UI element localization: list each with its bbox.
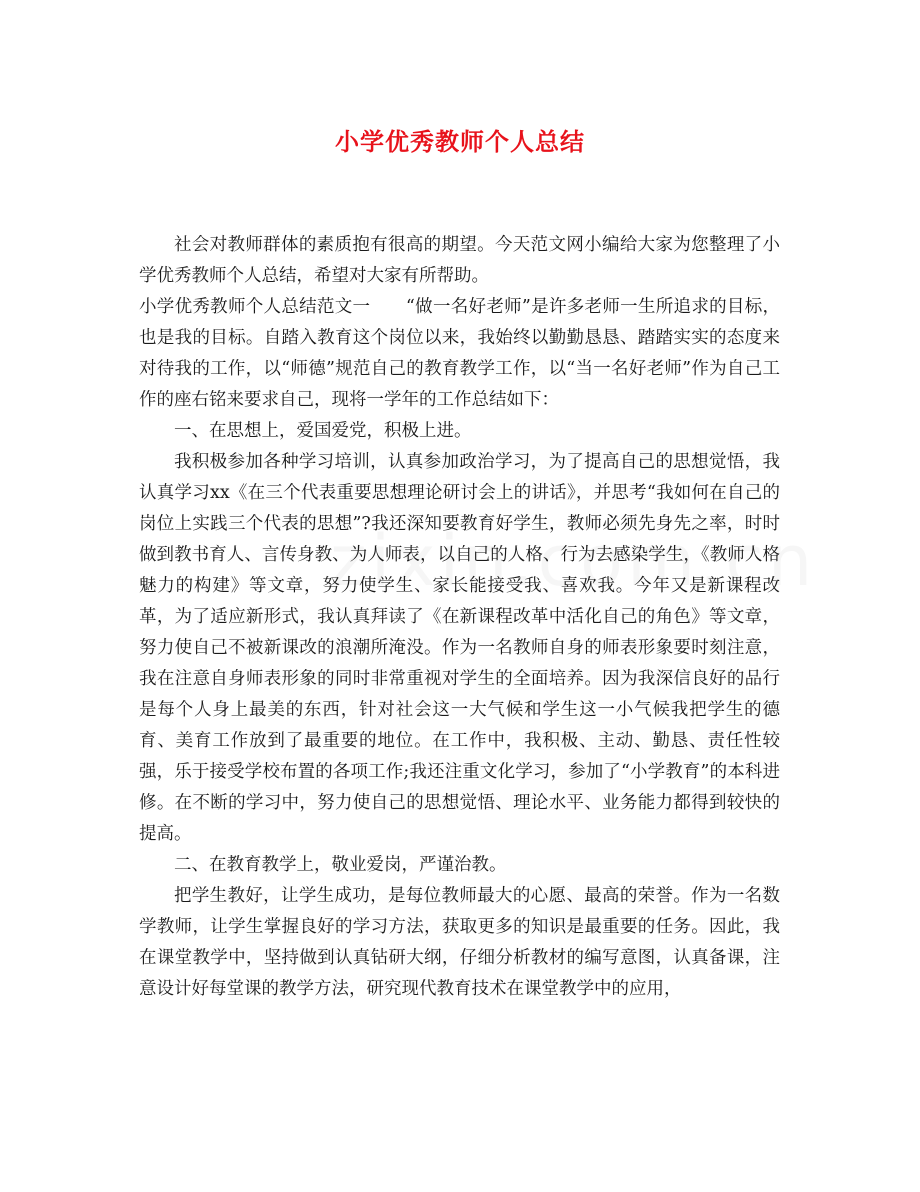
section-heading-one: 一、在思想上，爱国爱党，积极上进。 xyxy=(174,421,472,441)
document-title: 小学优秀教师个人总结 xyxy=(335,127,585,156)
paragraph-teaching: 把学生教好，让学生成功，是每位教师最大的心愿、最高的荣誉。作为一名数学教师，让学生掌握良好的学习方法，获取更多的知识是最重要的任务。因此，我在课堂教学中，坚持做到认真钻研大纲，仔细分析教材的编写意图，认真备课，注意设计好每堂课的教学方法，研究现代教育技术在课堂教学中的应用， xyxy=(139,886,780,999)
paragraph-intro: 社会对教师群体的素质抱有很高的期望。今天范文网小编给大家为您整理了小学优秀教师个人总结，希望对大家有所帮助。 xyxy=(139,235,780,286)
paragraph-sample-one: 小学优秀教师个人总结范文一 “做一名好老师”是许多老师一生所追求的目标，也是我的目标。自踏入教育这个岗位以来，我始终以勤勤恳恳、踏踏实实的态度来对待我的工作，以“师德”规范自己的教育教学工作，以“当一名好老师”作为自己工作的座右铭来要求自己，现将一学年的工作总结如下： xyxy=(139,297,780,410)
document-body xyxy=(139,230,780,1005)
section-heading-two: 二、在教育教学上，敬业爱岗，严谨治教。 xyxy=(174,855,507,875)
paragraph-thought: 我积极参加各种学习培训，认真参加政治学习，为了提高自己的思想觉悟，我认真学习xx《在三个代表重要思想理论研讨会上的讲话》，并思考“我如何在自己的岗位上实践三个代表的思想”?我还深知要教育好学生，教师必须先身先之率，时时做到教书育人、言传身教、为人师表，以自己的人格、行为去感染学生，《教师人格魅力的构建》等文章，努力使学生、家长能接受我、喜欢我。今年又是新课程改革，为了适应新形式，我认真拜读了《在新课程改革中活化自己的角色》等文章，努力使自己不被新课改的浪潮所淹没。作为一名教师自身的师表形象要时刻注意，我在注意自身师表形象的同时非常重视对学生的全面培养。因为我深信良好的品行是每个人身上最美的东西，针对社会这一大气候和学生这一小气候我把学生的德育、美育工作放到了最重要的地位。在工作中，我积极、主动、勤恳、责任性较强，乐于接受学校布置的各项工作;我还注重文化学习，参加了“小学教育”的本科进修。在不断的学习中，努力使自己的思想觉悟、理论水平、业务能力都得到较快的提高。 xyxy=(139,452,780,844)
